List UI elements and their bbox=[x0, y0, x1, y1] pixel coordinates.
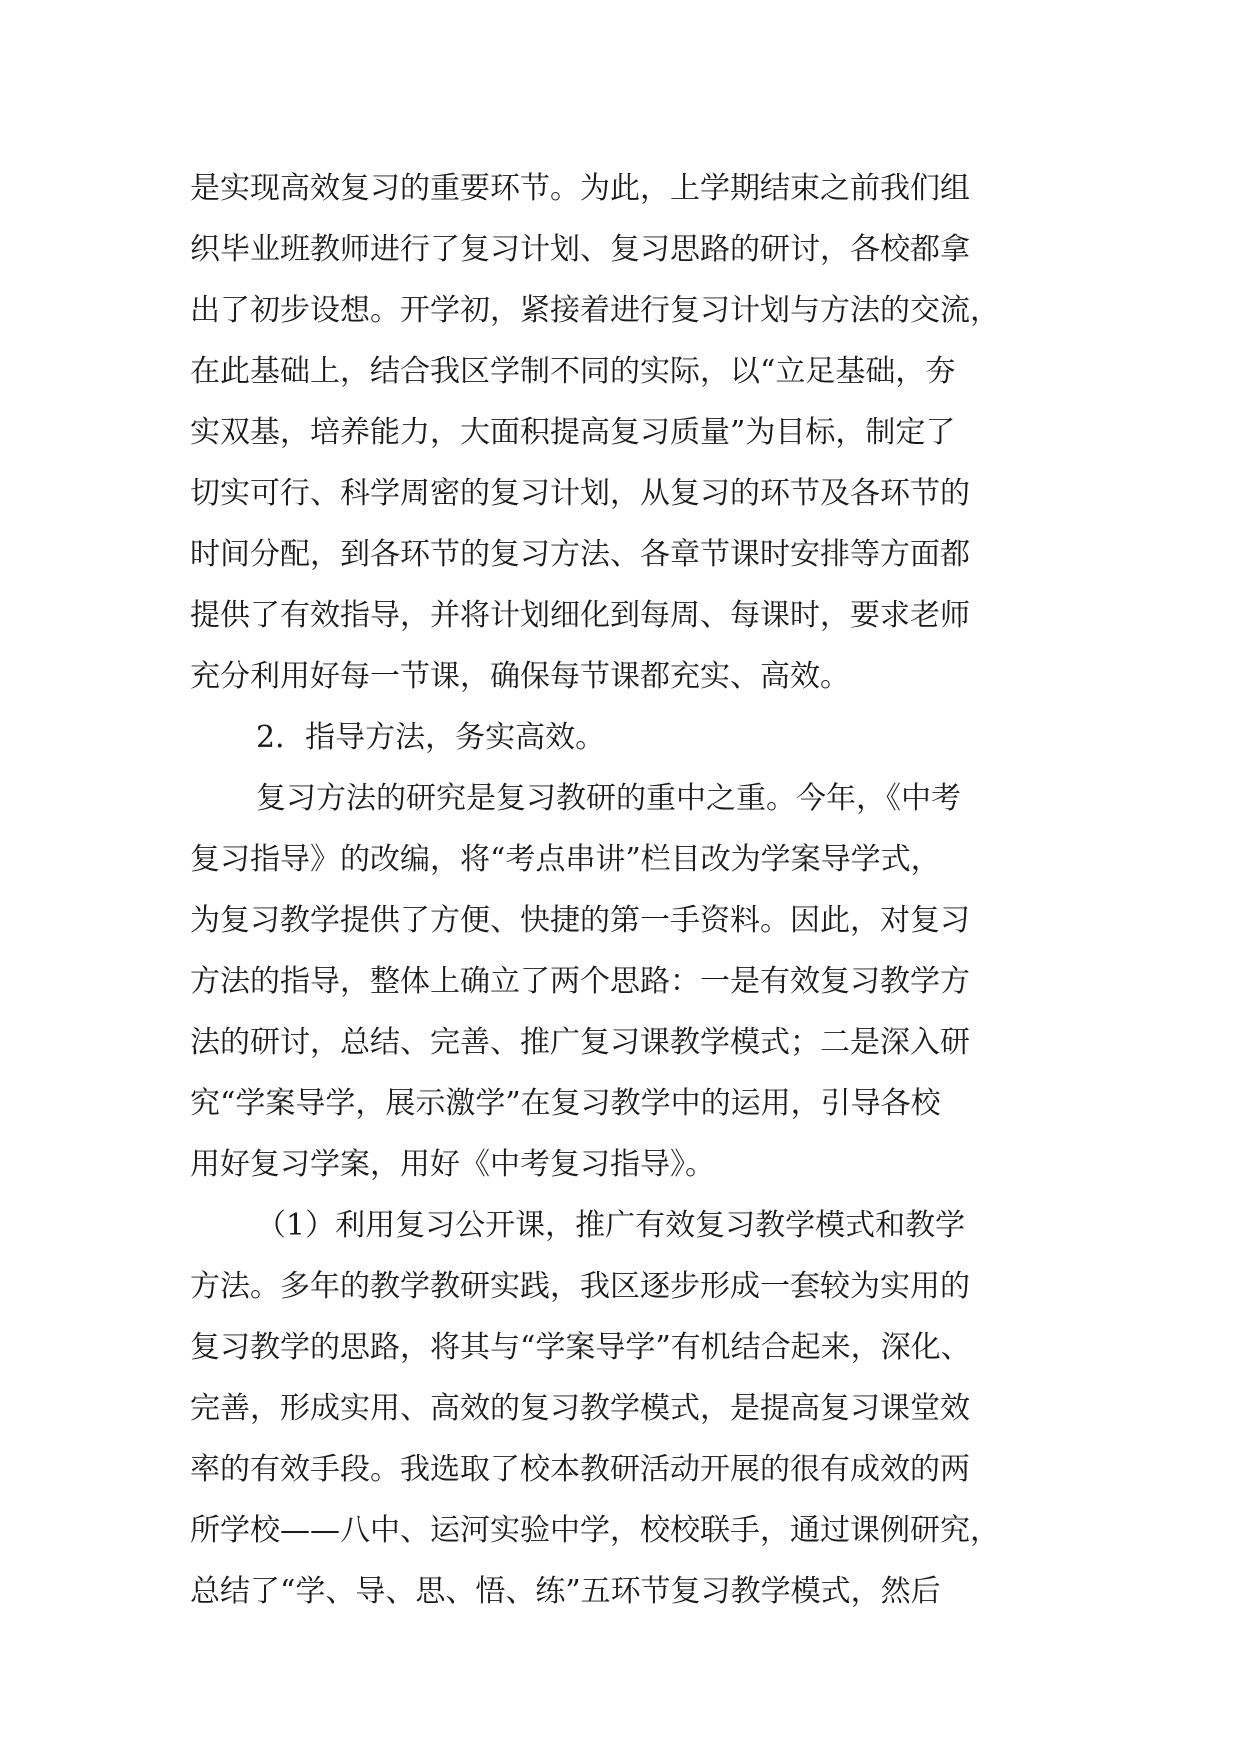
text-line: 总结了“学、导、思、悟、练”五环节复习教学模式，然后 bbox=[190, 1574, 941, 1609]
text-line: 复习教学的思路，将其与“学案导学”有机结合起来，深化、 bbox=[190, 1330, 971, 1365]
text-line: 为复习教学提供了方便、快捷的第一手资料。因此，对复习 bbox=[190, 903, 970, 938]
text-line: 提供了有效指导，并将计划细化到每周、每课时，要求老师 bbox=[190, 598, 970, 633]
text-line: 所学校——八中、运河实验中学，校校联手，通过课例研究， bbox=[190, 1513, 1000, 1548]
text-line: 织毕业班教师进行了复习计划、复习思路的研讨，各校都拿 bbox=[190, 232, 970, 267]
section-heading: 2．指导方法，务实高效。 bbox=[256, 720, 606, 755]
text-line: 法的研讨，总结、完善、推广复习课教学模式；二是深入研 bbox=[190, 1025, 970, 1060]
text-line: 是实现高效复习的重要环节。为此，上学期结束之前我们组 bbox=[190, 171, 970, 206]
text-line: 方法的指导，整体上确立了两个思路：一是有效复习教学方 bbox=[190, 964, 970, 999]
text-line: 用好复习学案，用好《中考复习指导》。 bbox=[190, 1147, 715, 1182]
body-text bbox=[190, 158, 1050, 1622]
text-line: 复习指导》的改编，将“考点串讲”栏目改为学案导学式， bbox=[190, 842, 941, 877]
text-line: 出了初步设想。开学初，紧接着进行复习计划与方法的交流， bbox=[190, 293, 1000, 328]
text-line: 实双基，培养能力，大面积提高复习质量”为目标，制定了 bbox=[190, 415, 956, 450]
text-line: 切实可行、科学周密的复习计划，从复习的环节及各环节的 bbox=[190, 476, 970, 511]
text-line: 完善，形成实用、高效的复习教学模式，是提高复习课堂效 bbox=[190, 1391, 970, 1426]
text-line: 时间分配，到各环节的复习方法、各章节课时安排等方面都 bbox=[190, 537, 970, 572]
text-line: 充分利用好每一节课，确保每节课都充实、高效。 bbox=[190, 659, 850, 694]
text-line: 复习方法的研究是复习教研的重中之重。今年，《中考 bbox=[256, 781, 961, 816]
text-line: 究“学案导学，展示激学”在复习教学中的运用，引导各校 bbox=[190, 1086, 941, 1121]
subsection-line: （1）利用复习公开课，推广有效复习教学模式和教学 bbox=[256, 1208, 966, 1243]
text-line: 在此基础上，结合我区学制不同的实际，以“立足基础，夯 bbox=[190, 354, 956, 389]
text-line: 率的有效手段。我选取了校本教研活动开展的很有成效的两 bbox=[190, 1452, 970, 1487]
text-line: 方法。多年的教学教研实践，我区逐步形成一套较为实用的 bbox=[190, 1269, 970, 1304]
